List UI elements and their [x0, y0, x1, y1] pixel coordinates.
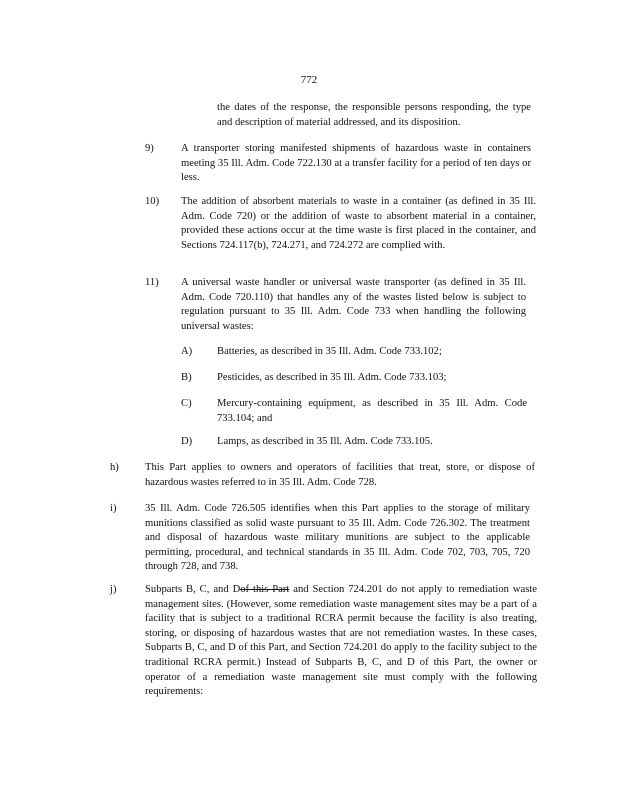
paragraph-j-text-rest: and Section 724.201 do not apply to remediation waste management sites. (However, some remediation waste management sites may be a part of a facility that is subject to a traditional RCRA permit because the facility is also treating, storing, or disposing of hazardous wastes that are not remediation wastes. In these cases, Subparts B, C, and D of this Part, and Section 724.201 do apply to the facility subject to the traditional RCRA permit.) Instead of Subparts B, C, and D of this Part, the owner or operator of a remediation waste management site must comply with the following requirements:: [145, 584, 537, 698]
subitem-c-marker: C): [181, 398, 192, 409]
subitem-c-text: Mercury-containing equipment, as described in 35 Ill. Adm. Code 733.104; and: [217, 398, 527, 424]
paragraph-i-text: 35 Ill. Adm. Code 726.505 identifies when this Part applies to the storage of military munitions classified as solid waste pursuant to 35 Ill. Adm. Code 726.302. The treatment and disposal of hazardous waste military munitions are subject to the applicable permitting, procedural, and technical standards in 35 Ill. Adm. Code 702, 703, 705, 720 through 728, and 738.: [145, 503, 530, 573]
paragraph-j-text: [145, 583, 537, 700]
item-10-marker: 10): [145, 196, 160, 207]
subitem-b-marker: B): [181, 372, 192, 383]
paragraph-h-marker: h): [110, 462, 119, 473]
item-10-text: The addition of absorbent materials to waste in a container (as defined in 35 Ill. Adm. Code 720) or the addition of waste to absorbent material in a container, provided these actions occur at the time waste is first placed in the container, and Sections 724.117(b), 724.271, and 724.272 are complied with.: [181, 196, 536, 251]
page-number: 772: [300, 74, 318, 86]
paragraph-j-marker: j): [110, 584, 117, 595]
continuation-paragraph: the dates of the response, the responsible persons responding, the type and description of material addressed, and its disposition.: [217, 102, 531, 128]
paragraph-j-struck-text: of this Part: [240, 584, 290, 595]
paragraph-j-text-start: Subparts B, C, and D: [145, 584, 241, 595]
subitem-b-text: Pesticides, as described in 35 Ill. Adm. Code 733.103;: [217, 372, 447, 383]
item-9-text: A transporter storing manifested shipments of hazardous waste in containers meeting 35 Ill. Adm. Code 722.130 at a transfer facility for a period of ten days or less.: [181, 143, 531, 184]
subitem-a-text: Batteries, as described in 35 Ill. Adm. Code 733.102;: [217, 346, 442, 357]
paragraph-h-text: This Part applies to owners and operators of facilities that treat, store, or dispose of hazardous wastes referred to in 35 Ill. Adm. Code 728.: [145, 462, 535, 488]
subitem-d-marker: D): [181, 436, 193, 447]
item-11-text: A universal waste handler or universal waste transporter (as defined in 35 Ill. Adm. Code 720.110) that handles any of the wastes listed below is subject to regulation pursuant to 35 Ill. Adm. Code 733 when handling the following universal wastes:: [181, 277, 526, 332]
subitem-a-marker: A): [181, 346, 193, 357]
paragraph-i-marker: i): [110, 503, 117, 514]
item-11-marker: 11): [145, 277, 159, 288]
subitem-d-text: Lamps, as described in 35 Ill. Adm. Code 733.105.: [217, 436, 433, 447]
item-9-marker: 9): [145, 143, 154, 154]
